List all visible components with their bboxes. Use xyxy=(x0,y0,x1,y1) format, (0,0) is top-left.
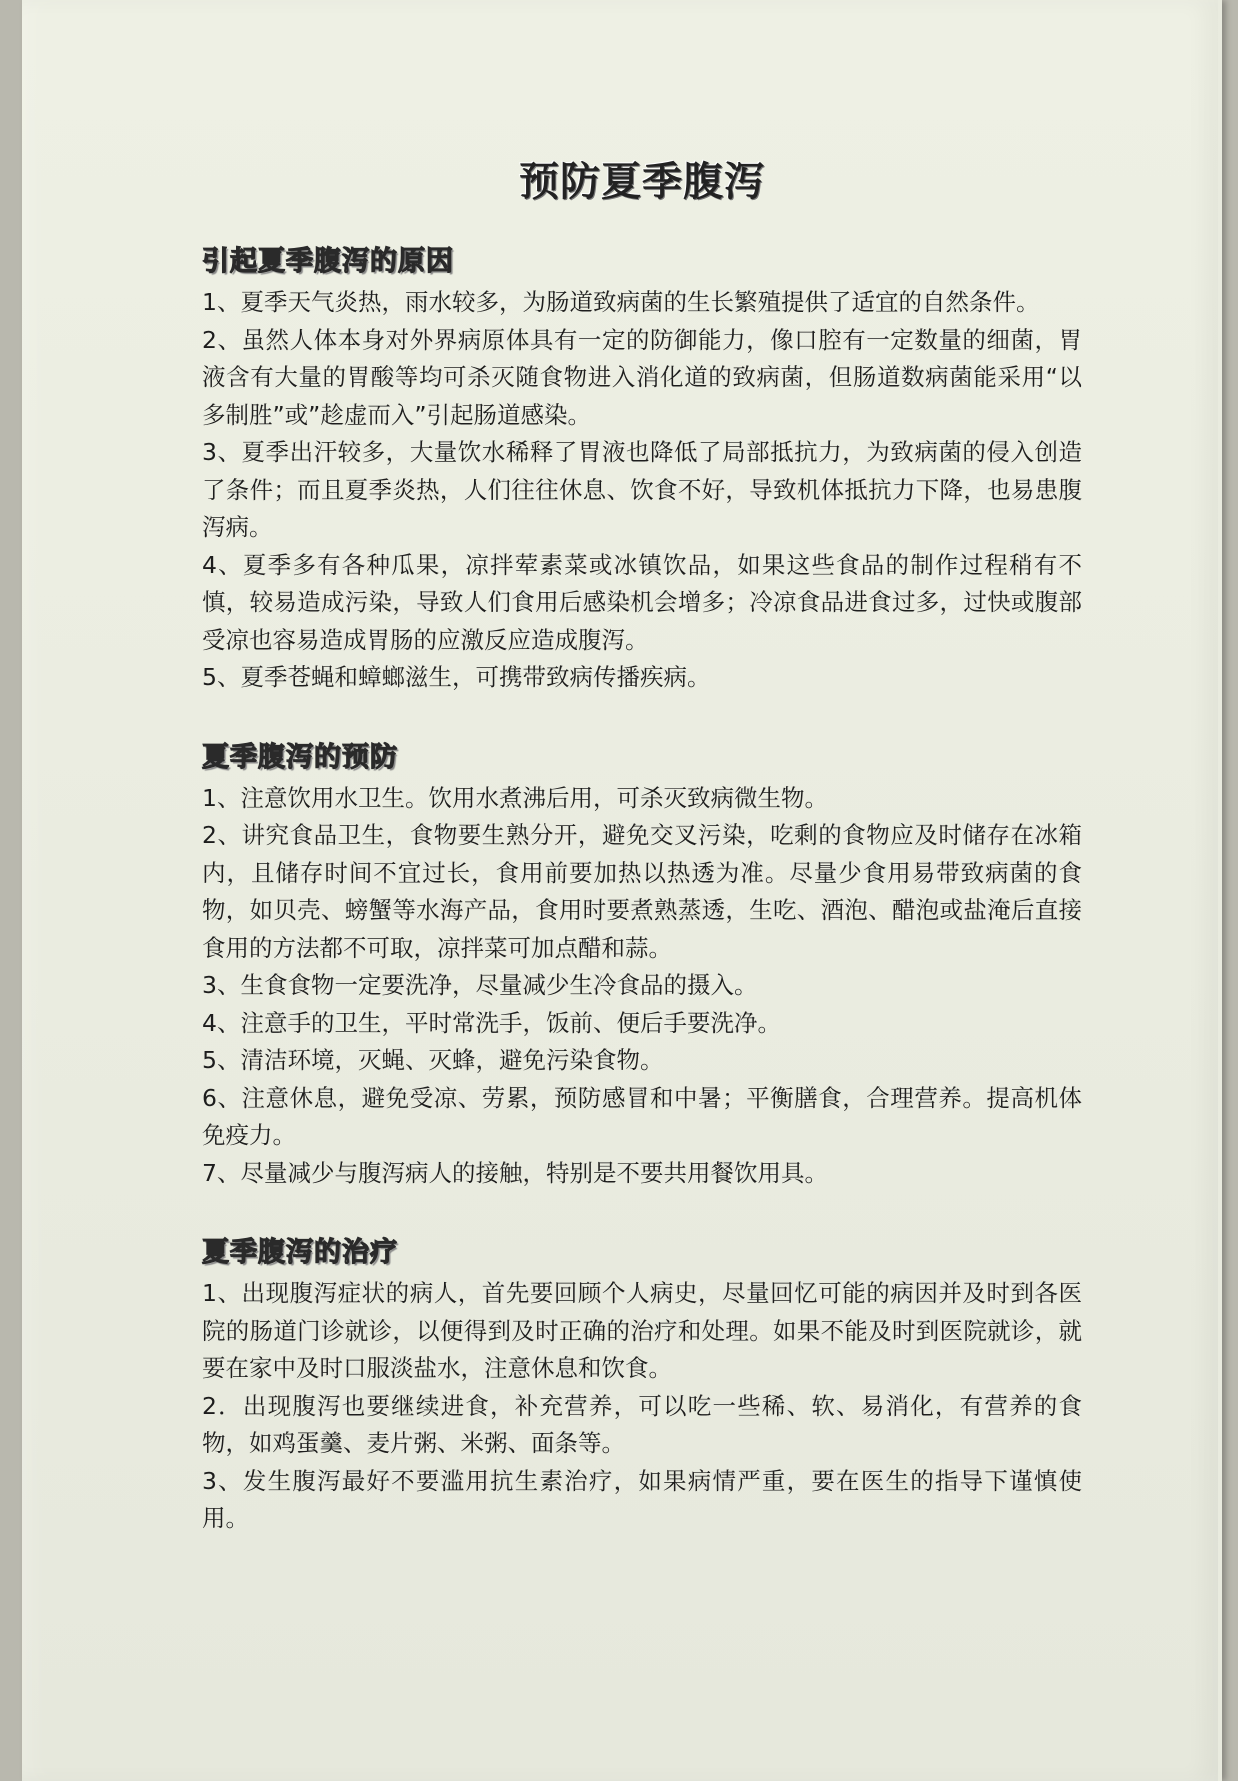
paragraph: 2、虽然人体本身对外界病原体具有一定的防御能力，像口腔有一定数量的细菌，胃液含有大量的胃酸等均可杀灭随食物进入消化道的致病菌，但肠道数病菌能采用“以多制胜”或”趁虚而入”引起肠道感染。 xyxy=(202,325,1082,429)
paragraph: 4、注意手的卫生，平时常洗手，饭前、便后手要洗净。 xyxy=(202,1008,781,1037)
paragraph: 1、夏季天气炎热，雨水较多，为肠道致病菌的生长繁殖提供了适宜的自然条件。 xyxy=(202,288,1040,316)
paragraph: 6、注意休息，避免受凉、劳累，预防感冒和中暑；平衡膳食，合理营养。提高机体免疫力。 xyxy=(202,1083,1082,1149)
paragraph: 7、尽量减少与腹泻病人的接触，特别是不要共用餐饮用具。 xyxy=(202,1158,828,1187)
section-causes xyxy=(202,239,1082,697)
document-title: 预防夏季腹泻 xyxy=(519,159,765,205)
paper-stack xyxy=(22,0,1222,1781)
document-content xyxy=(202,150,1082,1576)
paragraph: 3、夏季出汗较多，大量饮水稀释了胃液也降低了局部抵抗力，为致病菌的侵入创造了条件；而且夏季炎热，人们往往休息、饮食不好，导致机体抵抗力下降，也易患腹泻病。 xyxy=(202,438,1082,541)
section-heading: 夏季腹泻的预防 xyxy=(202,741,398,773)
paragraph: 5、清洁环境，灭蝇、灭蜂，避免污染食物。 xyxy=(202,1046,664,1074)
paragraph: 3、发生腹泻最好不要滥用抗生素治疗，如果病情严重，要在医生的指导下谨慎使用。 xyxy=(202,1466,1082,1532)
paragraph: 1、出现腹泻症状的病人，首先要回顾个人病史，尽量回忆可能的病因并及时到各医院的肠道门诊就诊，以便得到及时正确的治疗和处理。如果不能及时到医院就诊，就要在家中及时口服淡盐水，注意休息和饮食。 xyxy=(202,1279,1082,1382)
paragraph: 3、生食食物一定要洗净，尽量减少生冷食品的摄入。 xyxy=(202,971,758,999)
section-heading: 引起夏季腹泻的原因 xyxy=(202,246,454,277)
paragraph: 2、讲究食品卫生，食物要生熟分开，避免交叉污染，吃剩的食物应及时储存在冰箱内，且储存时间不宜过长，食用前要加热以热透为准。尽量少食用易带致病菌的食物，如贝壳、螃蟹等水海产品，食用时要煮熟蒸透，生吃、酒泡、醋泡或盐淹后直接食用的方法都不可取，凉拌菜可加点醋和蒜。 xyxy=(202,821,1082,962)
section-heading: 夏季腹泻的治疗 xyxy=(202,1237,398,1268)
paragraph: 1、注意饮用水卫生。饮用水煮沸后用，可杀灭致病微生物。 xyxy=(202,783,828,812)
section-treatment xyxy=(202,1230,1082,1538)
paragraph: 5、夏季苍蝇和蟑螂滋生，可携带致病传播疾病。 xyxy=(202,663,711,691)
section-prevention xyxy=(202,735,1082,1193)
paragraph: 2．出现腹泻也要继续进食，补充营养，可以吃一些稀、软、易消化，有营养的食物，如鸡蛋羹、麦片粥、米粥、面条等。 xyxy=(202,1391,1082,1457)
paper-sheet xyxy=(22,0,1218,1781)
paragraph: 4、夏季多有各种瓜果，凉拌荤素菜或冰镇饮品，如果这些食品的制作过程稍有不慎，较易造成污染，导致人们食用后感染机会增多；冷凉食品进食过多，过快或腹部受凉也容易造成胃肠的应激反应造成腹泻。 xyxy=(202,550,1082,654)
